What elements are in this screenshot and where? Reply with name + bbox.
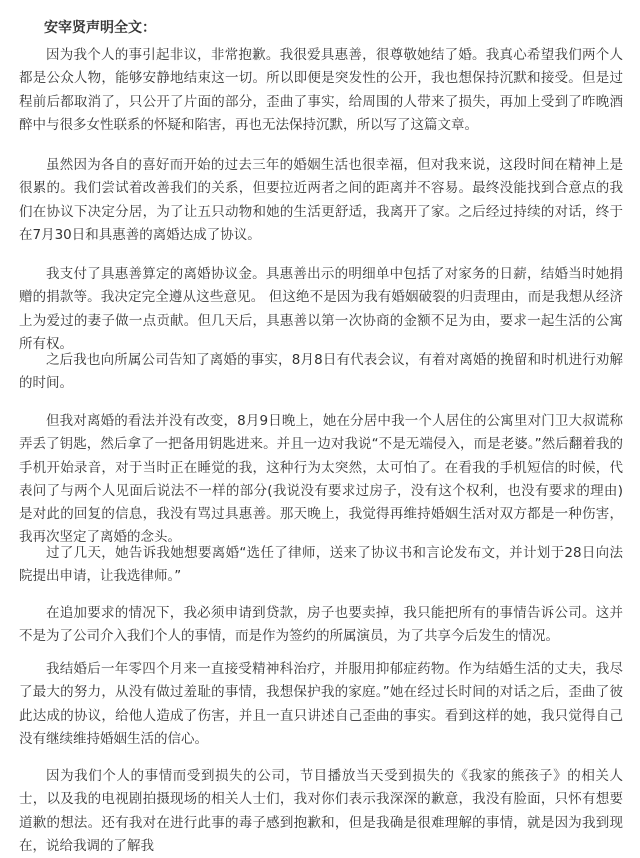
paragraph: 因为我们个人的事情而受到损失的公司，节目播放当天受到损失的《我家的熊孩子》的相关人士，以及我的电视剧拍摄现场的相关人士们，我对你们表示我深深的歉意，我没有脸面，只怀有想要道歉的想法。还有我对在进行此事的毒子感到抱歉和，但是我确是很难理解的事情，就是因为我到现在，说给我调的了解我 (19, 768, 623, 854)
paragraph: 之后我也向所属公司告知了离婚的事实，8月8日有代表会议，有着对离婚的挽留和时机进行劝解的时间。 (19, 352, 623, 392)
paragraph: 虽然因为各自的喜好而开始的过去三年的婚姻生活也很幸福，但对我来说，这段时间在精神上是很累的。我们尝试着改善我们的关系，但要拉近两者之间的距离并不容易。最终没能找到合意点的我们在协议下决定分居，为了让五只动物和她的生活更舒适，我离开了家。之后经过持续的对话，终于在7月30日和具惠善的离婚达成了协议。 (19, 157, 623, 243)
statement-title: 安宰贤声明全文： (44, 20, 156, 36)
paragraph: 我支付了具惠善算定的离婚协议金。具惠善出示的明细单中包括了对家务的日薪，结婚当时她捐赠的捐款等。我决定完全遵从这些意见。 但这绝不是因为我有婚姻破裂的归责理由，而是我想从经济上为爱过的妻子做一点贡献。但几天后，具惠善以第一次协商的金额不足为由，要求一起生活的公寓所有权。 (19, 266, 623, 352)
paragraph: 因为我个人的事引起非议，非常抱歉。我很爱具惠善，很尊敬她结了婚。我真心希望我们两个人都是公众人物，能够安静地结束这一切。所以即便是突发性的公开，我也想保持沉默和接受。但是过程前后都取消了，只公开了片面的部分，歪曲了事实，给周围的人带来了损失，再加上受到了昨晚酒醉中与很多女性联系的怀疑和陷害，再也无法保持沉默，所以写了这篇文章。 (19, 47, 623, 133)
paragraph: 过了几天，她告诉我她想要离婚“选任了律师，送来了协议书和言论发布文，并计划于28日向法院提出申请，让我选律师。” (19, 545, 623, 585)
paragraph: 但我对离婚的看法并没有改变，8月9日晚上，她在分居中我一个人居住的公寓里对门卫大叔谎称弄丢了钥匙，然后拿了一把备用钥匙进来。并且一边对我说“不是无端侵入，而是老婆。”然后翻着我的手机开始录音，对于当时正在睡觉的我，这种行为太突然，太可怕了。在看我的手机短信的时候，代表问了与两个人见面后说法不一样的部分(我说没有要求过房子，没有这个权利，也没有要求的理由)是对此的回复的信息，我没有骂过具惠善。那天晚上，我觉得再维持婚姻生活对双方都是一种伤害，我再次坚定了离婚的念头。 (19, 413, 623, 546)
paragraph: 在追加要求的情况下，我必须申请到贷款，房子也要卖掉，我只能把所有的事情告诉公司。这并不是为了公司介入我们个人的事情，而是作为签约的所属演员，为了共享今后发生的情况。 (19, 605, 623, 645)
paragraph: 我结婚后一年零四个月来一直接受精神科治疗，并服用抑郁症药物。作为结婚生活的丈夫，我尽了最大的努力，从没有做过羞耻的事情，我想保护我的家庭。”她在经过长时间的对话之后，歪曲了彼此达成的协议，给他人造成了伤害，并且一直只讲述自己歪曲的事实。看到这样的她，我只觉得自己没有继续维持婚姻生活的信心。 (19, 661, 623, 747)
